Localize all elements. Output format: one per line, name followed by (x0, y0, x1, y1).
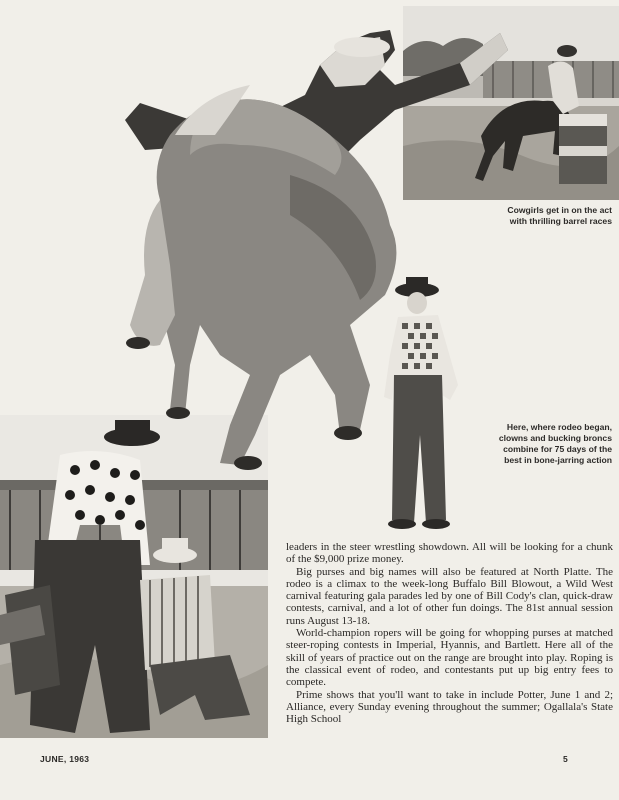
article-paragraph: leaders in the steer wrestling showdown. All will be looking for a chunk of the $9,000 prize money. (286, 541, 613, 566)
caption-line: best in bone-jarring action (504, 455, 612, 465)
caption-line: Cowgirls get in on the act (507, 205, 612, 215)
article-paragraph: World-champion ropers will be going for whopping purses at matched steer-roping contests in Imperial, Hyannis, and Bartlett. Here all of the skill of years of practice out on the range are brought into play. Roping is the classical event of rodeo, and contestants put up big entry fees to compete. (286, 627, 613, 689)
article-body (286, 541, 613, 725)
clowns-caption (454, 422, 612, 466)
page-number: 5 (563, 754, 569, 764)
article-paragraph: Big purses and big names will also be featured at North Platte. The rodeo is a climax to the week-long Buffalo Bill Blowout, a Wild West carnival featuring gala parades led by one of Bill Cody's clan, quick-draw contests, carnival, and a lot of other fun doings. The 81st annual session runs August 13-18. (286, 565, 613, 627)
caption-line: clowns and bucking broncs (498, 433, 612, 443)
issue-date: JUNE, 1963 (40, 754, 90, 764)
article-paragraph: Prime shows that you'll want to take in include Potter, June 1 and 2; Alliance, every Sunday evening throughout the summer; Ogallala's State High School (286, 688, 613, 726)
caption-line: with thrilling barrel races (509, 216, 612, 226)
standing-clown-photo (380, 275, 462, 530)
barrel-race-caption (430, 205, 612, 227)
caption-line: combine for 75 days of the (503, 444, 612, 454)
caption-line: Here, where rodeo began, (506, 422, 612, 432)
